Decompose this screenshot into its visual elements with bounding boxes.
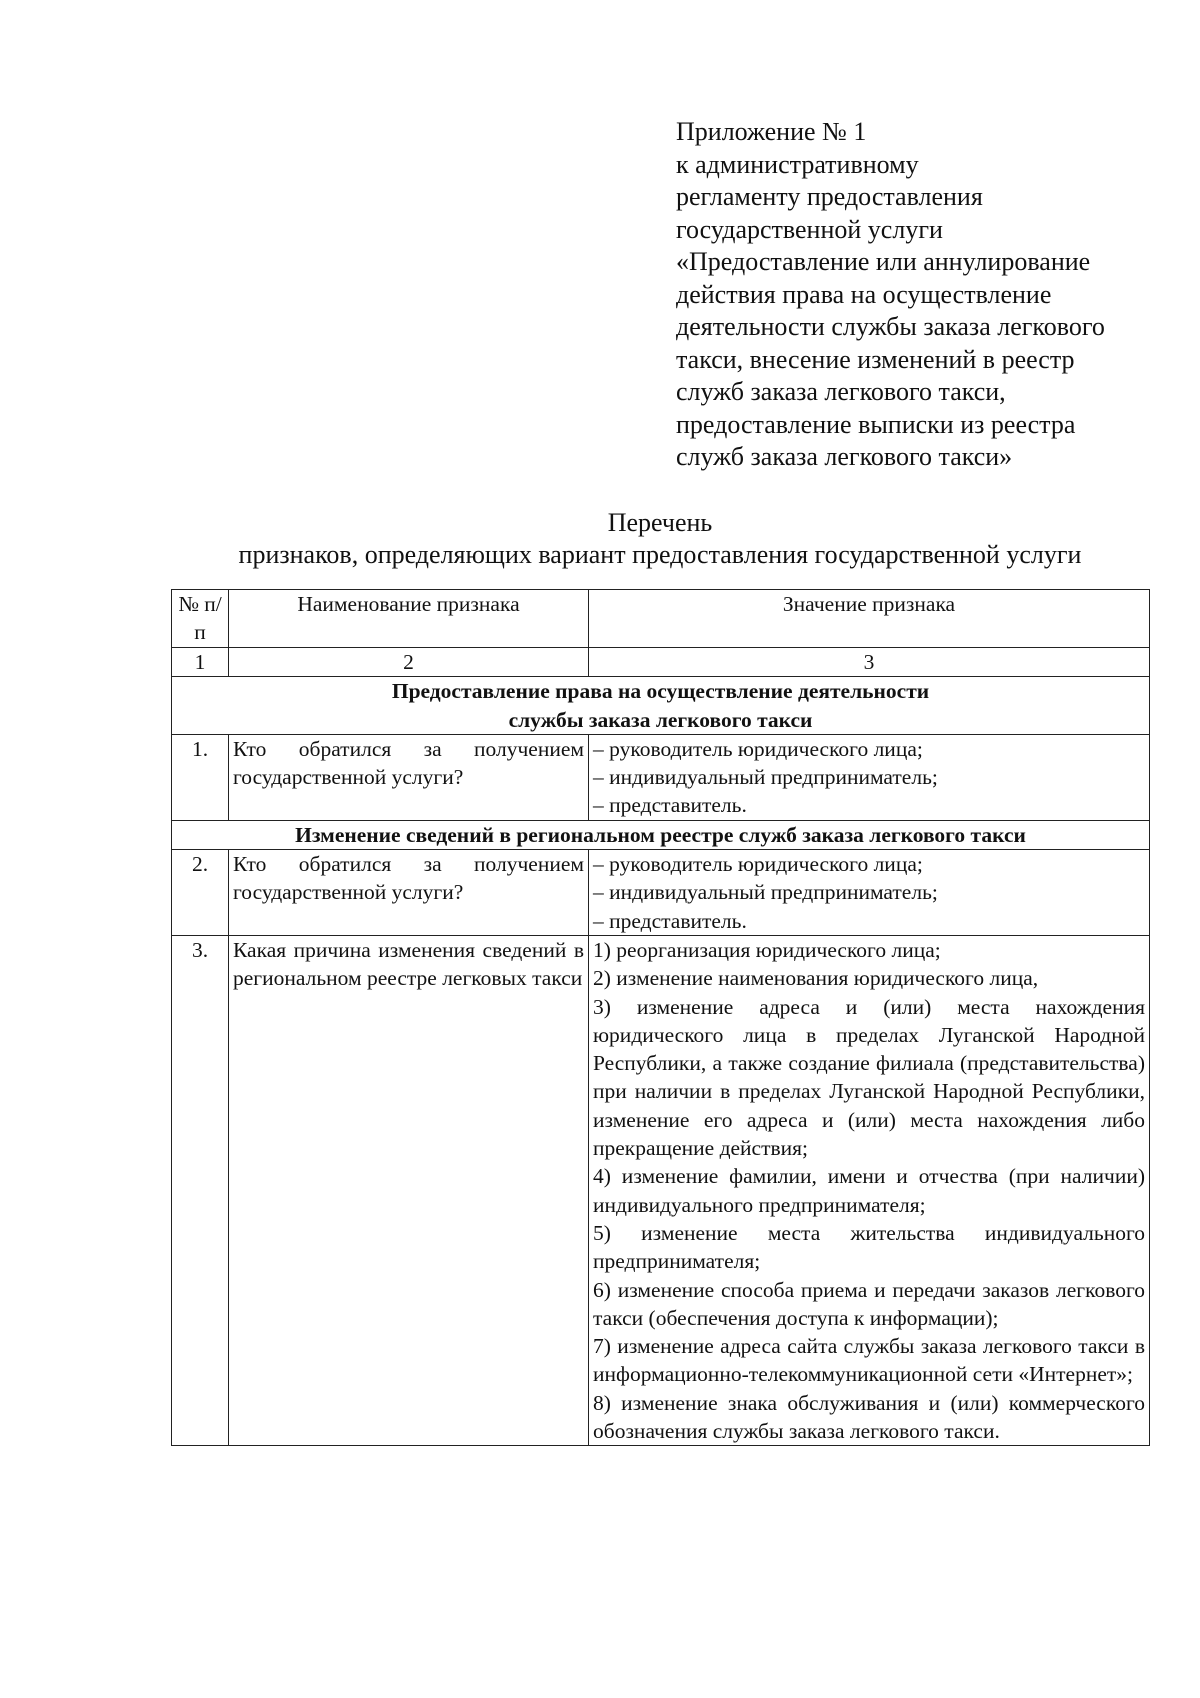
signs-table	[171, 589, 1150, 1446]
section-row	[172, 677, 1150, 735]
appendix-line: служб заказа легкового такси»	[676, 442, 1013, 471]
value-item: – руководитель юридического лица;	[593, 852, 923, 877]
row-name: Кто обратился за получением государственной услуги?	[229, 850, 589, 936]
reason-item: 1) реорганизация юридического лица;	[593, 937, 941, 962]
section-title: Изменение сведений в региональном реестре служб заказа легкового такси	[172, 820, 1150, 849]
value-item: – индивидуальный предприниматель;	[593, 880, 938, 905]
reason-item: 7) изменение адреса сайта службы заказа легкового такси в информационно-телекоммуникационной сети «Интернет»;	[593, 1334, 1145, 1387]
row-name: Какая причина изменения сведений в региональном реестре легковых такси	[229, 935, 589, 1445]
header-num: № п/п	[172, 590, 229, 648]
value-item: – индивидуальный предприниматель;	[593, 765, 938, 790]
appendix-line: к административному	[676, 149, 919, 179]
appendix-line: Приложение № 1	[676, 117, 867, 146]
appendix-line: деятельности службы заказа легкового	[676, 312, 1105, 341]
header-value: Значение признака	[589, 590, 1150, 648]
reason-item: 4) изменение фамилии, имени и отчества (при наличии) индивидуального предпринимателя;	[593, 1164, 1145, 1217]
reason-item: 8) изменение знака обслуживания и (или) коммерческого обозначения службы заказа легкового такси.	[593, 1390, 1145, 1444]
appendix-line: предоставление выписки из реестра	[676, 409, 1076, 439]
document-title	[150, 507, 1170, 571]
row-num: 1.	[172, 734, 229, 820]
column-numbers-row	[172, 648, 1150, 677]
reason-item: 5) изменение места жительства индивидуального предпринимателя;	[593, 1220, 1145, 1274]
document-title-line2: признаков, определяющих вариант предоставления государственной услуги	[238, 540, 1082, 569]
row-name: Кто обратился за получением государственной услуги?	[229, 734, 589, 820]
reason-item: 6) изменение способа приема и передачи заказов легкового такси (обеспечения доступа к информации);	[593, 1277, 1145, 1330]
column-number: 3	[589, 648, 1150, 677]
appendix-line: государственной услуги	[676, 214, 943, 244]
row-num: 2.	[172, 850, 229, 936]
header-name: Наименование признака	[229, 590, 589, 648]
appendix-line: действия права на осуществление	[676, 279, 1052, 309]
reason-item: 2) изменение наименования юридического лица,	[593, 966, 1039, 991]
value-item: – представитель.	[593, 908, 747, 933]
table-row	[172, 935, 1150, 1445]
reason-item: 3) изменение адреса и (или) места нахождения юридического лица в пределах Луганской Народной Республики, а также создание филиала (представительства) при наличии в пределах Луганской Народной Республики, изменение его адреса и (или) места нахождения либо прекращение действия;	[593, 994, 1145, 1161]
appendix-block	[676, 116, 1176, 474]
row-values	[589, 935, 1150, 1445]
value-item: – представитель.	[593, 793, 747, 818]
table-header-row	[172, 590, 1150, 648]
document-title-line1: Перечень	[607, 508, 713, 537]
table-row	[172, 850, 1150, 936]
row-values	[589, 734, 1150, 820]
appendix-line: регламенту предоставления	[676, 182, 983, 211]
row-num: 3.	[172, 935, 229, 1445]
row-values	[589, 850, 1150, 936]
section-row	[172, 820, 1150, 849]
table-row	[172, 734, 1150, 820]
section-title: Предоставление права на осуществление деятельности службы заказа легкового такси	[172, 677, 1150, 735]
appendix-line: служб заказа легкового такси,	[676, 377, 1006, 406]
value-item: – руководитель юридического лица;	[593, 736, 923, 761]
appendix-line: «Предоставление или аннулирование	[676, 247, 1091, 276]
column-number: 2	[229, 648, 589, 677]
appendix-line: такси, внесение изменений в реестр	[676, 344, 1075, 374]
column-number: 1	[172, 648, 229, 677]
